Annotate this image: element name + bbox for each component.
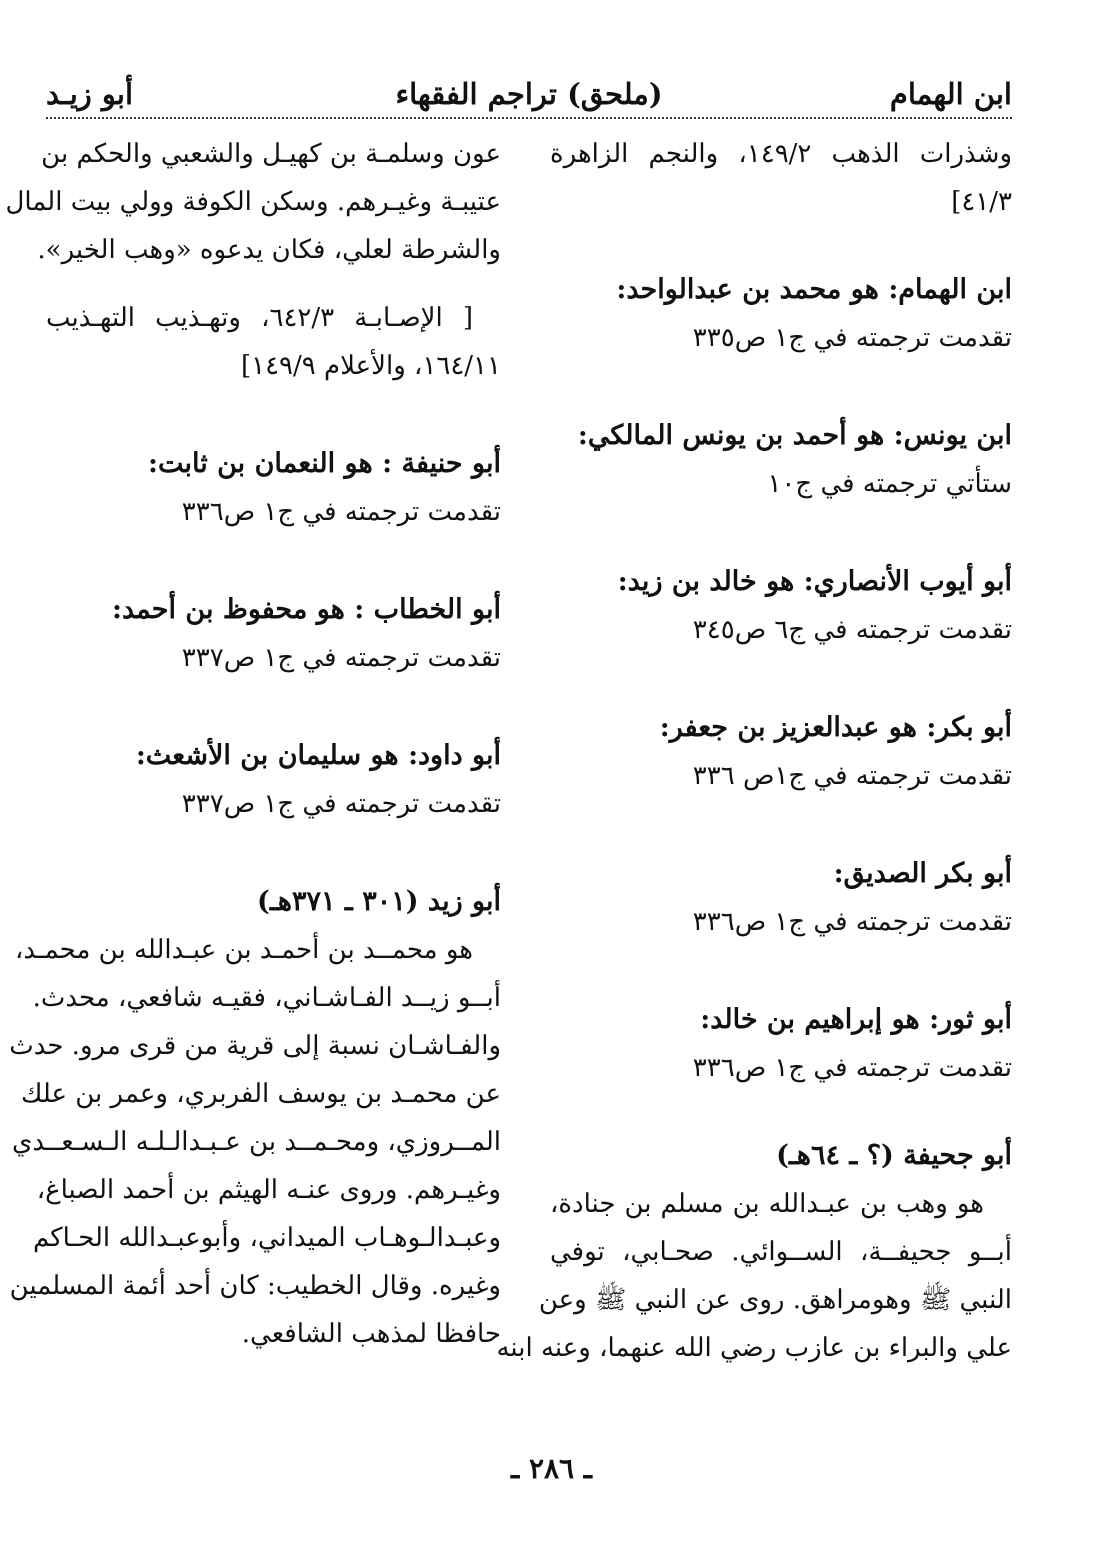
text-line: عتيبـة وغيـرهم. وسكن الكوفة وولي بيت المال	[5, 187, 501, 217]
continuation-text	[550, 130, 1012, 226]
entry-title: ابن يونس: هو أحمد بن يونس المالكي:	[577, 420, 1012, 451]
entry-abu-al-khattab	[46, 586, 501, 682]
entry-text: تقدمت ترجمته في ج١ ص٣٣٦	[692, 907, 1012, 937]
entry-abu-bakr	[550, 704, 1012, 800]
entry-text: تقدمت ترجمته في ج١ ص٣٣٦	[181, 497, 501, 527]
left-column	[5, 130, 501, 1420]
entry-abu-dawud	[46, 732, 501, 828]
page-header	[46, 74, 1012, 118]
entry-abu-thawr	[550, 996, 1012, 1092]
header-divider	[46, 117, 1012, 119]
entry-text: وعبـدالـوهـاب الميداني، وأبوعبـدالله الحـاكم	[33, 1223, 501, 1253]
header-last-entry: أبو زيـد	[46, 77, 133, 111]
entry-text: المــروزي، ومحـمــد بن عـبـدالـلـه الـسـعــدي	[11, 1127, 501, 1157]
entry-title: أبو ثور: هو إبراهيم بن خالد:	[700, 1004, 1012, 1035]
page-number: ـ ٢٨٦ ـ	[510, 1452, 593, 1485]
text-line: ٤١/٣]	[951, 187, 1012, 217]
entry-text: تقدمت ترجمته في ج٦ ص٣٤٥	[692, 615, 1012, 645]
entry-text: وغيره. وقال الخطيب: كان أحد أئمة المسلمين	[9, 1271, 501, 1301]
entry-abu-bakr-al-siddiq	[550, 850, 1012, 946]
reference-line: ١٦٤/١١، والأعلام ١٤٩/٩]	[240, 351, 501, 381]
text-line: عون وسلمـة بن كهيـل والشعبي والحكم بن	[41, 139, 501, 169]
entry-abu-hanifa	[46, 440, 501, 536]
header-section-name: ابن الهمام	[889, 77, 1012, 111]
entry-title: أبو الخطاب : هو محفوظ بن أحمد:	[112, 594, 501, 625]
entry-text: هو محمــد بن أحمـد بن عبـدالله بن محمـد،	[14, 935, 473, 965]
entry-abu-juhayfa	[496, 1132, 1012, 1372]
entry-abu-ayyub	[550, 558, 1012, 654]
entry-title: أبو زيد (٣٠١ ـ ٣٧١هـ)	[257, 886, 501, 917]
header-book-title: (ملحق) تراجم الفقهاء	[395, 77, 663, 111]
text-line: والشرطة لعلي، فكان يدعوه «وهب الخير».	[37, 235, 501, 265]
entry-text: ستأتي ترجمته في ج١٠	[767, 469, 1012, 499]
text-line: وشذرات الذهب ١٤٩/٢، والنجم الزاهرة	[550, 139, 1013, 169]
entry-title: أبو جحيفة (؟ ـ ٦٤هـ)	[776, 1140, 1012, 1171]
entry-text: النبي ﷺ وهومراهق. روى عن النبي ﷺ وعن	[538, 1285, 1012, 1315]
entry-text: والفـاشـان نسبة إلى قرية من قرى مرو. حدث	[9, 1031, 501, 1061]
entry-title: أبو أيوب الأنصاري: هو خالد بن زيد:	[617, 566, 1012, 597]
entry-title: أبو داود: هو سليمان بن الأشعث:	[135, 740, 501, 771]
entry-ibn-al-humam	[550, 266, 1012, 362]
entry-text: تقدمت ترجمته في ج١ ص٣٣٦	[692, 1053, 1012, 1083]
entry-title: أبو بكر الصديق:	[833, 858, 1012, 889]
entry-title: أبو بكر: هو عبدالعزيز بن جعفر:	[659, 712, 1012, 743]
entry-text: تقدمت ترجمته في ج١ ص٣٣٧	[181, 789, 501, 819]
entry-text: تقدمت ترجمته في ج١ ص٣٣٧	[181, 643, 501, 673]
entry-text: تقدمت ترجمته في ج١ ص٣٣٥	[692, 323, 1012, 353]
continuation-text	[5, 130, 501, 274]
entry-title: ابن الهمام: هو محمد بن عبدالواحد:	[616, 274, 1012, 305]
references	[46, 294, 501, 390]
entry-text: أبــو جحيفــة، الســوائي. صحـابي، توفي	[550, 1237, 1012, 1267]
reference-line: [ الإصـابـة ٦٤٢/٣، وتهـذيب التهـذيب	[46, 303, 473, 333]
entry-text: علي والبراء بن عازب رضي الله عنهما، وعنه ابنه	[496, 1333, 1012, 1363]
entry-abu-zayd	[9, 878, 501, 1358]
entry-ibn-yunus	[550, 412, 1012, 508]
entry-text: تقدمت ترجمته في ج١ص ٣٣٦	[692, 761, 1012, 791]
entry-text: عن محمـد بن يوسف الفربري، وعمر بن علك	[20, 1079, 501, 1109]
entry-title: أبو حنيفة : هو النعمان بن ثابت:	[147, 448, 501, 479]
entry-text: أبــو زيــد الفـاشـاني، فقيـه شافعي، محدث.	[32, 983, 501, 1013]
entry-text: هو وهب بن عبـدالله بن مسلم بن جنادة،	[550, 1189, 984, 1219]
entry-text: وغيـرهم. وروى عنـه الهيثم بن أحمد الصباغ،	[36, 1175, 501, 1205]
entry-text: حافظا لمذهب الشافعي.	[241, 1319, 501, 1349]
right-column	[496, 130, 1013, 1420]
